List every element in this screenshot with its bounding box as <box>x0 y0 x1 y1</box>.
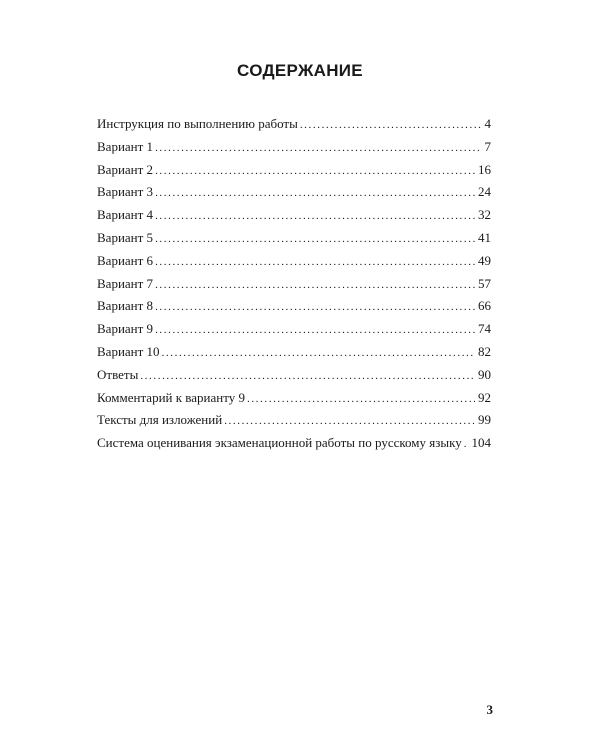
toc-entry-label: Вариант 7 <box>97 275 154 291</box>
toc-entry-label: Вариант 5 <box>97 229 154 245</box>
toc-entry-page: 32 <box>478 207 491 223</box>
toc-entry-page: 57 <box>478 275 491 291</box>
table-of-contents <box>97 113 491 455</box>
toc-leader-dots <box>247 388 475 410</box>
toc-entry-page: 16 <box>478 161 491 177</box>
toc-entry <box>97 387 491 410</box>
toc-leader-dots <box>224 410 475 432</box>
toc-entry-page: 99 <box>478 412 491 428</box>
page-number: 3 <box>486 702 493 717</box>
toc-entry <box>97 364 491 387</box>
toc-entry-label: Тексты для изложений <box>97 412 223 428</box>
toc-leader-dots <box>155 319 475 341</box>
toc-entry-label: Вариант 9 <box>97 321 154 337</box>
toc-entry-page: 90 <box>478 366 491 382</box>
toc-entry-label: Вариант 1 <box>97 138 154 154</box>
toc-entry <box>97 181 491 204</box>
toc-leader-dots <box>155 274 475 296</box>
toc-entry <box>97 409 491 432</box>
toc-entry-label: Вариант 4 <box>97 207 154 223</box>
toc-entry-page: 4 <box>484 116 491 131</box>
page-title: СОДЕРЖАНИЕ <box>237 61 363 80</box>
toc-entry <box>97 318 491 341</box>
toc-entry <box>97 273 491 296</box>
toc-entry-label: Инструкция по выполнению работы <box>97 116 298 131</box>
toc-entry-page: 82 <box>478 343 491 359</box>
toc-leader-dots <box>155 251 475 273</box>
toc-entry <box>97 136 491 159</box>
toc-leader-dots <box>155 228 475 250</box>
toc-entry-page: 49 <box>478 252 491 268</box>
toc-entry-page: 66 <box>478 298 491 314</box>
toc-entry <box>97 159 491 182</box>
toc-entry-label: Система оценивания экзаменационной работы по русскому языку <box>97 435 462 451</box>
toc-leader-dots <box>155 160 475 182</box>
toc-entry-page: 24 <box>478 184 491 200</box>
toc-entry-label: Вариант 3 <box>97 184 154 200</box>
toc-entry <box>97 295 491 318</box>
toc-entry-page: 41 <box>478 229 491 245</box>
toc-entry <box>97 204 491 227</box>
toc-entry-label: Комментарий к варианту 9 <box>97 389 245 405</box>
toc-entry-label: Ответы <box>97 366 139 382</box>
toc-entry-label: Вариант 6 <box>97 252 154 268</box>
toc-entry <box>97 113 491 136</box>
toc-entry-page: 104 <box>471 435 491 451</box>
toc-entry-page: 74 <box>478 321 491 337</box>
toc-entry <box>97 250 491 273</box>
toc-leader-dots <box>155 182 475 204</box>
toc-entry-label: Вариант 10 <box>97 343 160 359</box>
toc-entry <box>97 432 491 455</box>
toc-leader-dots <box>162 342 475 364</box>
toc-leader-dots <box>300 114 482 136</box>
toc-leader-dots <box>155 296 475 318</box>
toc-entry <box>97 227 491 250</box>
toc-leader-dots <box>140 365 475 387</box>
toc-entry <box>97 341 491 364</box>
toc-entry-page: 92 <box>478 389 491 405</box>
toc-leader-dots <box>155 137 481 159</box>
toc-entry-label: Вариант 2 <box>97 161 154 177</box>
toc-leader-dots <box>155 205 475 227</box>
toc-entry-page: 7 <box>484 138 491 154</box>
toc-entry-label: Вариант 8 <box>97 298 154 314</box>
